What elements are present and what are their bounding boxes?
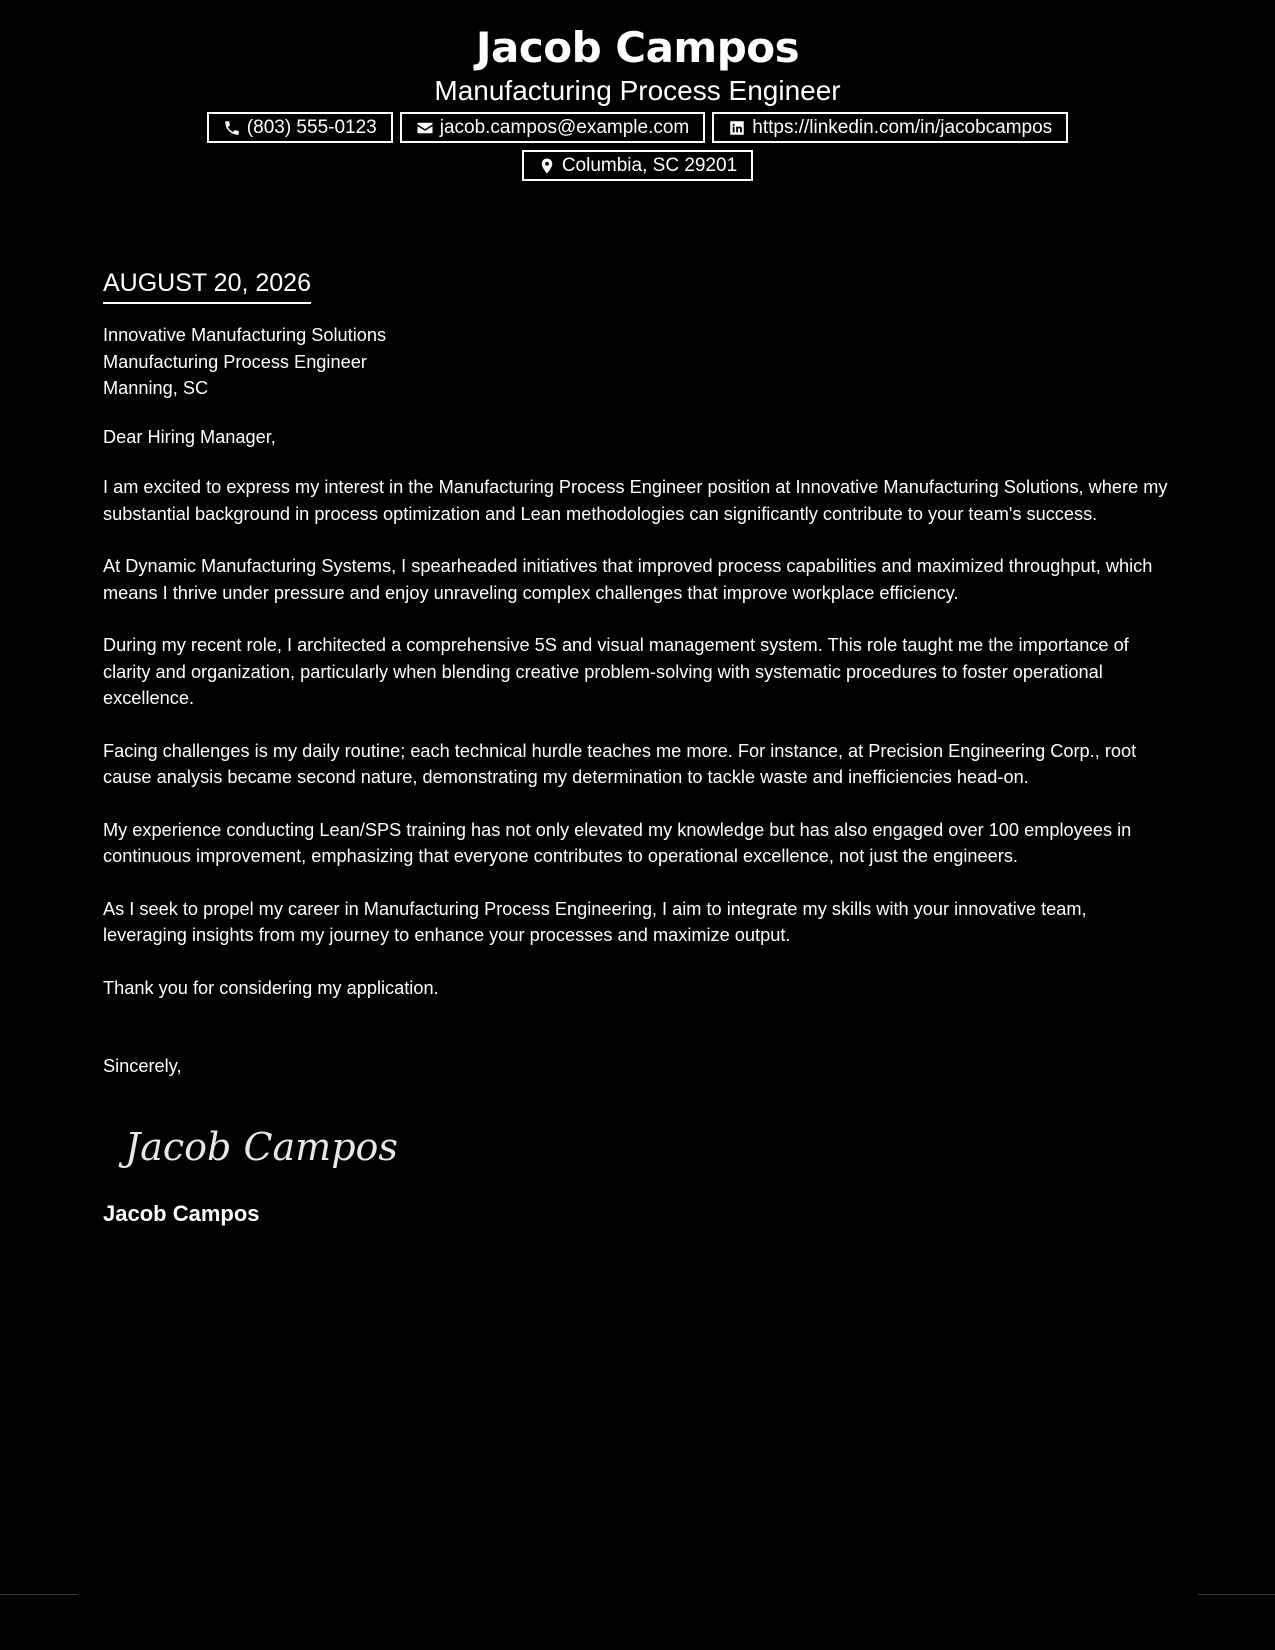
contact-row (0, 112, 1275, 143)
location-contact[interactable] (522, 150, 753, 181)
letter-header (0, 22, 1275, 181)
letter-date: AUGUST 20, 2026 (103, 266, 311, 304)
letter-body (103, 424, 1173, 1080)
footer-divider-left (0, 1594, 77, 1595)
closing: Sincerely, (103, 1056, 182, 1076)
contact-row-second (0, 150, 1275, 181)
body-paragraph: Facing challenges is my daily routine; each technical hurdle teaches me more. For instance, at Precision Engineering Corp., root cause analysis became second nature, demonstrating my determination to tackle waste and inefficiencies head-on. (103, 740, 1137, 787)
footer-divider-right (1198, 1594, 1275, 1595)
signature-script: Jacob Campos (125, 1124, 398, 1169)
greeting: Dear Hiring Manager, (103, 426, 276, 447)
recipient-block (103, 322, 1173, 402)
recipient-location: Manning, SC (103, 378, 209, 398)
body-paragraph: At Dynamic Manufacturing Systems, I spearheaded initiatives that improved process capabilities and maximized throughput, which means I thrive under pressure and enjoy unraveling complex challenges that improve workplace efficiency. (103, 556, 1153, 603)
envelope-icon (416, 119, 434, 137)
email-contact[interactable] (400, 112, 706, 143)
linkedin-contact[interactable] (712, 112, 1068, 143)
email-text: jacob.campos@example.com (439, 116, 690, 138)
linkedin-icon (728, 119, 746, 137)
phone-text: (803) 555-0123 (246, 116, 377, 138)
phone-contact[interactable] (207, 112, 393, 143)
body-paragraph: During my recent role, I architected a comprehensive 5S and visual management system. This role taught me the importance of clarity and organization, particularly when blending creative problem-solving with systematic procedures to foster operational excellence. (103, 635, 1129, 708)
body-paragraph: Thank you for considering my application. (103, 977, 439, 998)
linkedin-text: https://linkedin.com/in/jacobcampos (752, 116, 1053, 138)
phone-icon (223, 119, 241, 137)
body-paragraph: I am excited to express my interest in the Manufacturing Process Engineer position at Innovative Manufacturing Solutions, where my substantial background in process optimization and Lean methodologies can significantly contribute to your team's success. (103, 477, 1168, 524)
applicant-name: Jacob Campos (475, 23, 800, 72)
body-paragraph: As I seek to propel my career in Manufacturing Process Engineering, I aim to integrate my skills with your innovative team, leveraging insights from my journey to enhance your processes and maximize output. (103, 898, 1087, 945)
signature-image (121, 1114, 398, 1178)
recipient-position: Manufacturing Process Engineer (103, 351, 367, 372)
location-text: Columbia, SC 29201 (561, 154, 738, 176)
map-marker-icon (538, 157, 556, 175)
body-paragraph: My experience conducting Lean/SPS training has not only elevated my knowledge but has also engaged over 100 employees in continuous improvement, emphasizing that everyone contributes to operational excellence, not just the engineers. (103, 819, 1132, 866)
recipient-company: Innovative Manufacturing Solutions (103, 325, 387, 345)
letter-content (103, 266, 1173, 1229)
signed-name: Jacob Campos (103, 1201, 260, 1226)
applicant-title: Manufacturing Process Engineer (434, 75, 841, 106)
